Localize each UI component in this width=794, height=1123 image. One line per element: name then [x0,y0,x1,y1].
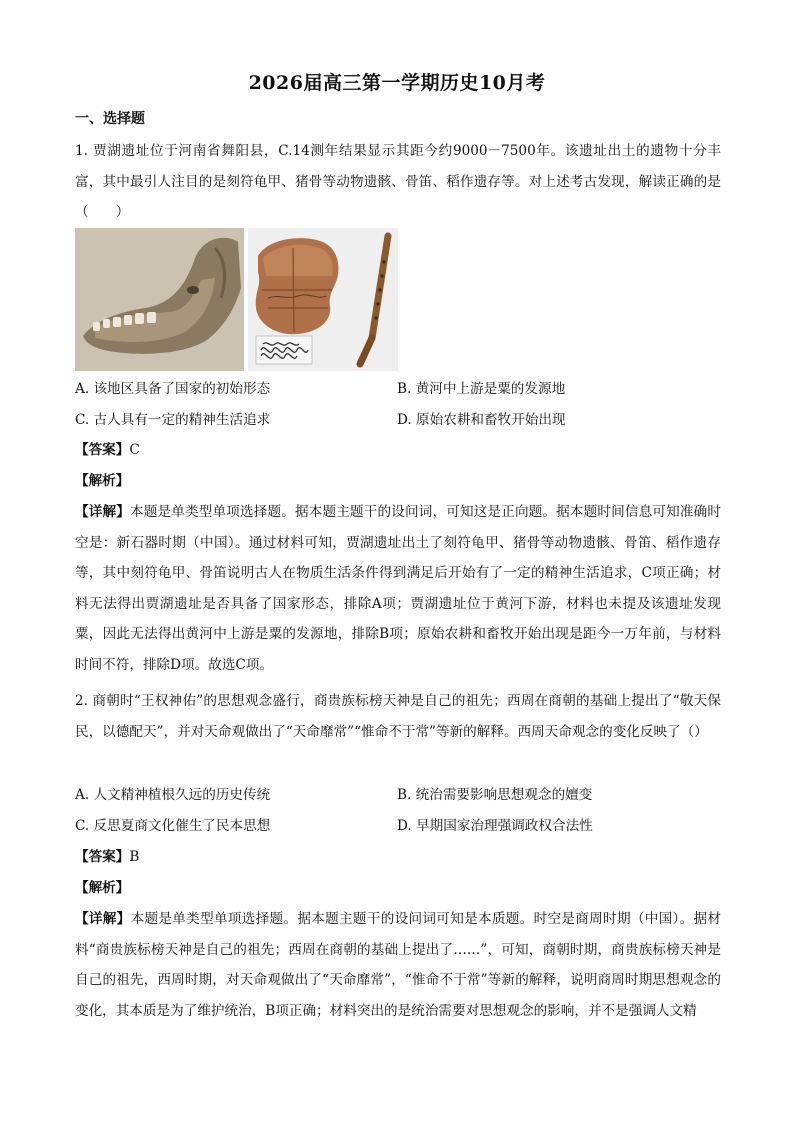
q2-option-b: B. 统治需要影响思想观念的嬗变 [397,787,593,803]
q1-option-a: A. 该地区具备了国家的初始形态 [75,381,271,397]
q2-option-c: C. 反思夏商文化催生了民本思想 [75,818,271,834]
detail-label: 【详解】 [75,504,130,520]
q2-detail [75,904,721,1026]
jaw-bone-photo [75,228,244,371]
q2-answer [75,847,139,867]
detail-text: 本题是单类型单项选择题。据本题主题干的设问词可知是本质题。时空是商周时期（中国）。据材料“商贵族标榜天神是自己的祖先；西周在商朝的基础上提出了……”，可知，商朝时期，商贵族标榜天神是自己的祖先，西周时期，对天命观做出了“天命靡常”，“惟命不于常”等新的解释，说明商周时期思想观念的变化，其本质是为了维护统治，B项正确；材料突出的是统治需要对思想观念的影响，并不是强调人文精 [75,911,722,1019]
q1-analysis-label [75,471,129,491]
tortoise-shell-and-bone-flute-image [248,228,398,371]
artifacts-photo [248,228,398,371]
q1-option-d: D. 原始农耕和畜牧开始出现 [397,412,566,428]
analysis-label: 【解析】 [75,880,130,896]
question-2-stem: 2. 商朝时“王权神佑”的思想观念盛行，商贵族标榜天神是自己的祖先；西周在商朝的基础上提出了“敬天保民，以德配天”，并对天命观做出了“天命靡常”“惟命不于常”等新的解释。西周天命观念的变化反映了（） [75,693,721,740]
answer-value: B [129,849,140,865]
q1-option-b: B. 黄河中上游是粟的发源地 [397,381,566,397]
answer-label: 【答案】 [75,849,130,865]
q2-option-d: D. 早期国家治理强调政权合法性 [397,818,593,834]
detail-text: 本题是单类型单项选择题。据本题主题干的设问词，可知这是正向题。据本题时间信息可知准确时空是：新石器时期（中国）。通过材料可知，贾湖遗址出土了刻符龟甲、猪骨等动物遗骸、骨笛、稻作遗存等，其中刻符龟甲、骨笛说明古人在物质生活条件得到满足后开始有了一定的精神生活追求，C项正确；材料无法得出贾湖遗址是否具备了国家形态，排除A项；贾湖遗址位于黄河下游，材料也未提及该遗址发现粟，因此无法得出黄河中上游是粟的发源地，排除B项；原始农耕和畜牧开始出现是距今一万年前，与材料时间不符，排除D项。故选C项。 [75,504,722,673]
q1-option-c: C. 古人具有一定的精神生活追求 [75,412,271,428]
q1-detail [75,497,721,680]
section-heading: 一、选择题 [75,111,145,127]
q2-option-a: A. 人文精神植根久远的历史传统 [75,787,271,803]
answer-value: C [129,442,140,458]
detail-label: 【详解】 [75,911,131,927]
page-title: 2026届高三第一学期历史10月考 [248,72,546,94]
q1-answer [75,440,140,460]
question-1-stem: 1. 贾湖遗址位于河南省舞阳县，C.14测年结果显示其距今约9000－7500年。该遗址出土的遗物十分丰富，其中最引人注目的是刻符龟甲、猪骨等动物遗骸、骨笛、稻作遗存等。对上述考古发现，解读正确的是（ ） [75,143,721,220]
jaw-bone-image [75,228,244,371]
analysis-label: 【解析】 [75,473,130,489]
q2-analysis-label [75,878,129,898]
answer-label: 【答案】 [75,442,130,458]
